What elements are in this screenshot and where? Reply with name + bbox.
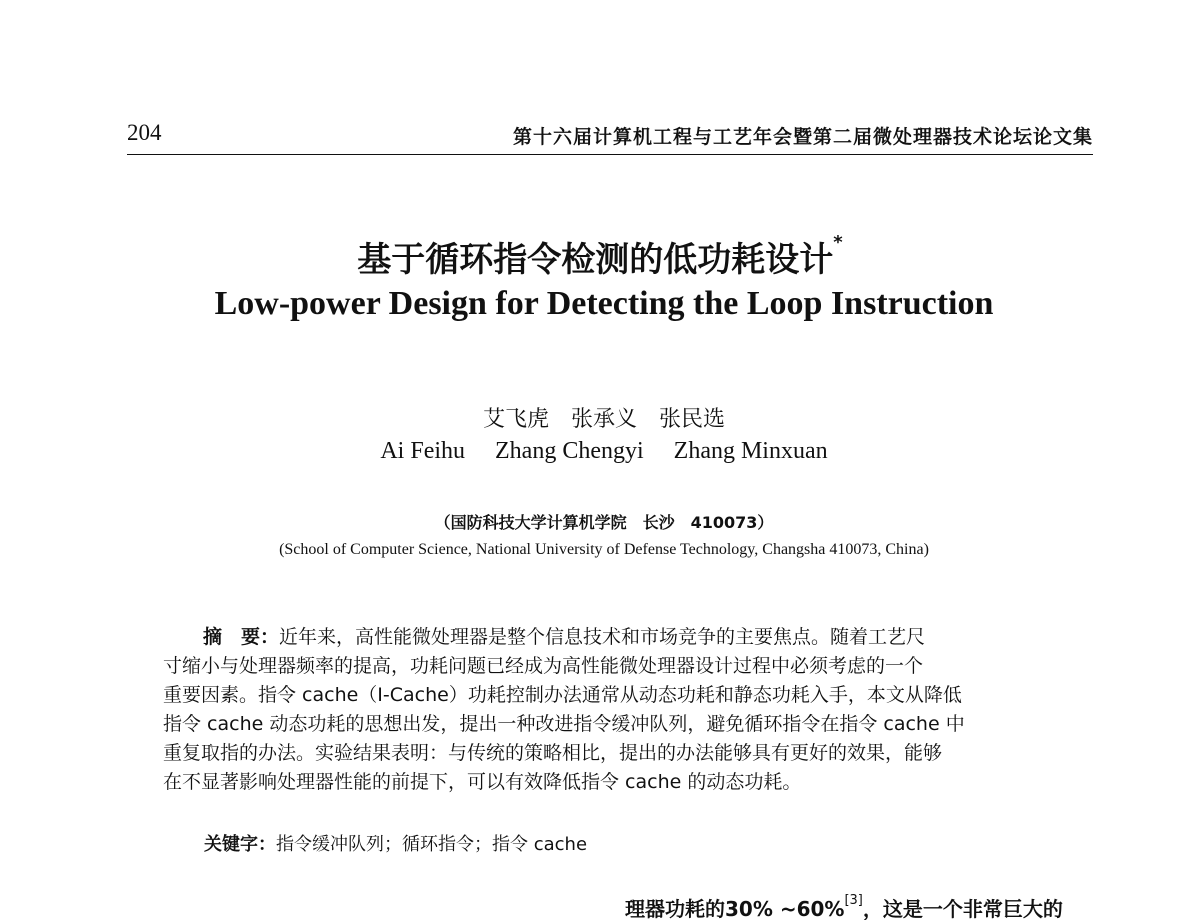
- author-1: Ai Feihu: [380, 438, 466, 464]
- abstract-label: 摘 要：: [203, 626, 280, 648]
- abstract-line: [163, 623, 1048, 652]
- page-number: 204: [127, 120, 162, 145]
- citation-marker: [3]: [844, 893, 863, 908]
- affiliation-english: (School of Computer Science, National University of Defense Technology, Changsha 410073, China): [279, 541, 929, 558]
- keywords-label: 关键字：: [204, 834, 276, 855]
- body-text-after: ，这是一个非常巨大的: [862, 897, 1063, 920]
- abstract-line: 寸缩小与处理器频率的提高，功耗问题已经成为高性能微处理器设计过程中必须考虑的一个: [163, 655, 924, 677]
- keywords: [204, 830, 587, 856]
- body-text-fragment: [625, 893, 1095, 920]
- authors-english: [0, 438, 1200, 465]
- body-text-before: 理器功耗的30% ~60%: [625, 897, 845, 920]
- running-header: [127, 120, 1093, 155]
- paper-title-chinese: [0, 232, 1200, 281]
- abstract-line: 指令 cache 动态功耗的思想出发，提出一种改进指令缓冲队列，避免循环指令在指令 cache 中: [163, 713, 965, 735]
- paper-title-english: Low-power Design for Detecting the Loop Instruction: [214, 285, 994, 322]
- abstract: [163, 623, 1048, 797]
- abstract-line: 重复取指的办法。实验结果表明：与传统的策略相比，提出的办法能够具有更好的效果，能够: [163, 742, 943, 764]
- title-footnote-mark: *: [833, 232, 843, 253]
- abstract-line-text: 近年来，高性能微处理器是整个信息技术和市场竞争的主要焦点。随着工艺尺: [279, 626, 926, 648]
- abstract-line: 在不显著影响处理器性能的前提下，可以有效降低指令 cache 的动态功耗。: [163, 771, 802, 793]
- author-2: Zhang Chengyi: [495, 438, 644, 464]
- proceedings-title: 第十六届计算机工程与工艺年会暨第二届微处理器技术论坛论文集: [512, 126, 1093, 148]
- authors-chinese: 艾飞虎 张承义 张民选: [482, 407, 725, 432]
- author-3: Zhang Minxuan: [673, 438, 828, 464]
- affiliation-chinese: （国防科技大学计算机学院 长沙 410073）: [434, 513, 774, 532]
- title-zh-text: 基于循环指令检测的低功耗设计: [357, 240, 834, 280]
- abstract-line: 重要因素。指令 cache（I-Cache）功耗控制办法通常从动态功耗和静态功耗入手，本文从降低: [163, 684, 962, 706]
- keywords-text: 指令缓冲队列；循环指令；指令 cache: [276, 834, 588, 855]
